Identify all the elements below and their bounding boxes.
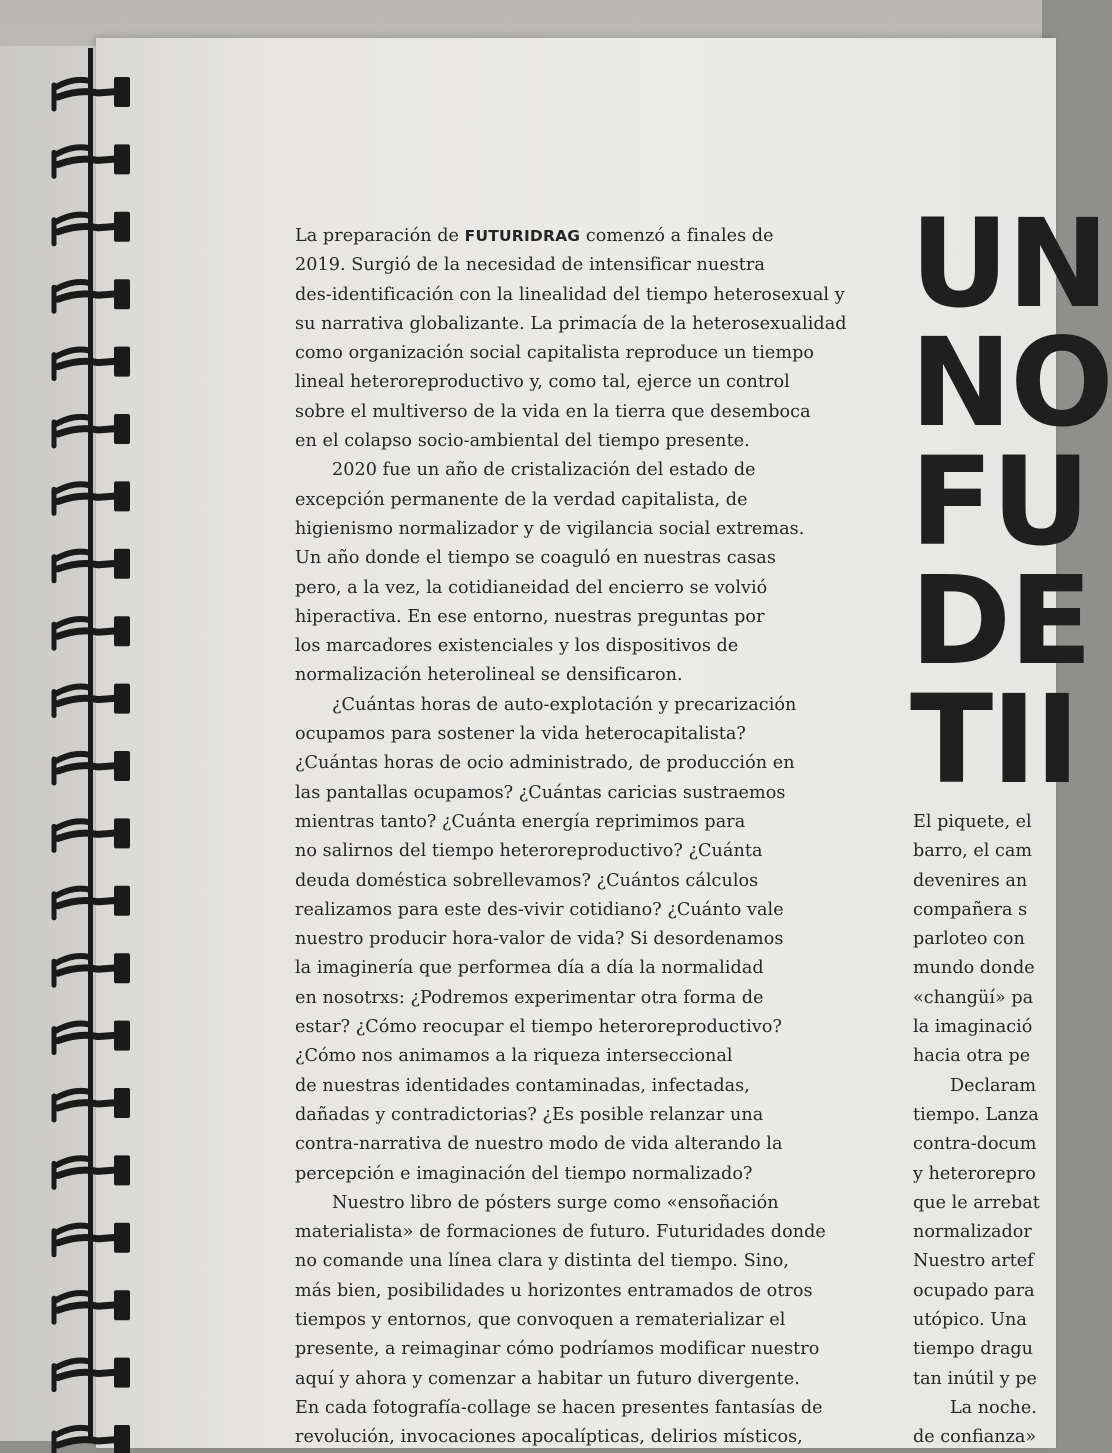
text-line: la imaginació — [913, 1017, 1033, 1038]
text-line: los marcadores existenciales y los dispositivos de — [295, 636, 739, 657]
text-line: normalizador — [913, 1222, 1032, 1243]
text-line: revolución, invocaciones apocalípticas, delirios místicos, — [295, 1427, 803, 1448]
headline-line: FU — [910, 431, 1089, 573]
text-line: higienismo normalizador y de vigilancia social extremas. — [295, 518, 805, 539]
body-text-column-left — [295, 222, 867, 1452]
paragraph-4 — [295, 1189, 867, 1453]
spiral-ring — [54, 77, 130, 109]
spiral-ring — [54, 616, 130, 648]
text-line: hacia otra pe — [913, 1046, 1031, 1067]
spiral-ring — [54, 684, 130, 716]
text-line: que le arrebat — [913, 1192, 1040, 1213]
paragraph-3 — [295, 691, 867, 1189]
headline-line: DE — [910, 550, 1091, 692]
spiral-ring — [54, 1088, 130, 1120]
text-line: de confianza» — [913, 1427, 1037, 1448]
text-line: El piquete, el — [913, 812, 1032, 832]
text-line: mientras tanto? ¿Cuánta energía reprimimos para — [295, 811, 746, 832]
spiral-ring — [54, 414, 130, 446]
text-line: contra-narrativa de nuestro modo de vida alterando la — [295, 1134, 783, 1155]
text-line: como organización social capitalista reproduce un tiempo — [295, 343, 815, 364]
text-line: 2020 fue un año de cristalización del estado de — [332, 460, 756, 481]
paragraph-2 — [295, 456, 867, 690]
text-line: devenires an — [913, 870, 1028, 891]
text-line: ¿Cuántas horas de auto-explotación y precarización — [332, 694, 797, 715]
text-line: no comande una línea clara y distinta del tiempo. Sino, — [295, 1251, 790, 1272]
spiral-ring — [54, 347, 130, 379]
spiral-ring — [54, 279, 130, 311]
text-line: de nuestras identidades contaminadas, infectadas, — [295, 1075, 750, 1096]
text-line: más bien, posibilidades u horizontes entramados de otros — [295, 1280, 813, 1301]
text-line: tan inútil y pe — [913, 1368, 1037, 1389]
text-line: percepción e imaginación del tiempo normalizado? — [295, 1163, 753, 1184]
text-line: presente, a reimaginar cómo podríamos modificar nuestro — [295, 1339, 820, 1360]
text-line: 2019. Surgió de la necesidad de intensificar nuestra — [295, 255, 765, 276]
text-line: ocupamos para sostener la vida heterocapitalista? — [295, 724, 746, 745]
text-line: tiempo. Lanza — [913, 1104, 1039, 1125]
text-line: estar? ¿Cómo reocupar el tiempo heteroreproductivo? — [295, 1017, 782, 1038]
text-line: hiperactiva. En ese entorno, nuestras preguntas por — [295, 606, 765, 627]
spiral-ring — [54, 1425, 130, 1453]
headline-line: NO — [910, 312, 1112, 454]
body-text-column-right — [913, 808, 1042, 1453]
text-line: materialista» de formaciones de futuro. Futuridades donde — [295, 1222, 826, 1243]
text-line: ¿Cuántas horas de ocio administrado, de producción en — [295, 753, 795, 774]
text-line: des-identificación con la linealidad del tiempo heterosexual y — [295, 284, 845, 305]
text-line: La noche. — [950, 1397, 1037, 1418]
spiral-ring — [54, 751, 130, 783]
text-line: Declaram — [950, 1075, 1037, 1096]
text-line: Nuestro artef — [913, 1251, 1034, 1272]
text-line: mundo donde — [913, 958, 1035, 979]
text-line: «changüí» pa — [913, 987, 1034, 1008]
text-line: aquí y ahora y comenzar a habitar un futuro divergente. — [295, 1368, 800, 1389]
spiral-ring — [54, 1358, 130, 1390]
text-line: nuestro producir hora-valor de vida? Si desordenamos — [295, 929, 784, 950]
text-line: sobre el multiverso de la vida en la tierra que desemboca — [295, 401, 811, 422]
brand-name: FUTURIDRAG — [464, 227, 581, 245]
text-line: ¿Cómo nos animamos a la riqueza interseccional — [295, 1046, 733, 1067]
text-line: las pantallas ocupamos? ¿Cuántas caricias sustraemos — [295, 782, 786, 803]
text-line: su narrativa globalizante. La primacía de la heterosexualidad — [295, 313, 847, 334]
spiral-ring — [54, 549, 130, 581]
text-line: lineal heteroreproductivo y, como tal, ejerce un control — [295, 372, 790, 393]
spiral-ring — [54, 1223, 130, 1255]
spiral-ring — [54, 1290, 130, 1322]
text-line: realizamos para este des-vivir cotidiano? ¿Cuánto vale — [295, 899, 784, 920]
spiral-ring — [54, 1021, 130, 1053]
text-line: ocupado para — [913, 1280, 1035, 1301]
text-line: pero, a la vez, la cotidianeidad del encierro se volvió — [295, 577, 768, 598]
text-line: tiempo dragu — [913, 1339, 1033, 1360]
text-line: Un año donde el tiempo se coaguló en nuestras casas — [295, 548, 776, 569]
text-line: la imaginería que performea día a día la normalidad — [295, 958, 764, 979]
text-line: deuda doméstica sobrellevamos? ¿Cuántos cálculos — [295, 870, 759, 891]
text-line: en nosotrxs: ¿Podremos experimentar otra forma de — [295, 987, 764, 1008]
text-line: en el colapso socio-ambiental del tiempo presente. — [295, 431, 750, 452]
spiral-ring — [54, 818, 130, 850]
spiral-ring — [54, 1155, 130, 1187]
spiral-ring — [54, 144, 130, 176]
text-line: normalización heterolineal se densificaron. — [295, 665, 683, 686]
text-line: utópico. Una — [913, 1310, 1027, 1331]
headline — [910, 193, 1112, 811]
text-line: En cada fotografía-collage se hacen presentes fantasías de — [295, 1397, 823, 1418]
text-line: parloteo con — [913, 929, 1025, 950]
headline-line: TII — [910, 669, 1079, 811]
text-line: tiempos y entornos, que convoquen a rematerializar el — [295, 1309, 786, 1330]
text-line: dañadas y contradictorias? ¿Es posible relanzar una — [295, 1104, 764, 1125]
text-line: excepción permanente de la verdad capitalista, de — [295, 489, 748, 510]
spiral-ring — [54, 212, 130, 244]
text-line: Nuestro libro de pósters surge como «ensoñación — [332, 1192, 779, 1213]
headline-line: UN — [910, 193, 1108, 335]
text-line: y heterorepro — [913, 1163, 1036, 1184]
spiral-ring — [54, 481, 130, 513]
spiral-ring — [54, 886, 130, 918]
text-line: compañera s — [913, 899, 1028, 920]
paragraph-1 — [295, 222, 867, 456]
text-line: La preparación de FUTURIDRAG comenzó a finales de — [295, 226, 774, 246]
spiral-binding-icon — [44, 60, 140, 1441]
text-line: no salirnos del tiempo heteroreproductivo? ¿Cuánta — [295, 841, 763, 862]
spiral-ring — [54, 953, 130, 985]
text-line: contra-docum — [913, 1134, 1037, 1155]
text-line: barro, el cam — [913, 841, 1033, 862]
